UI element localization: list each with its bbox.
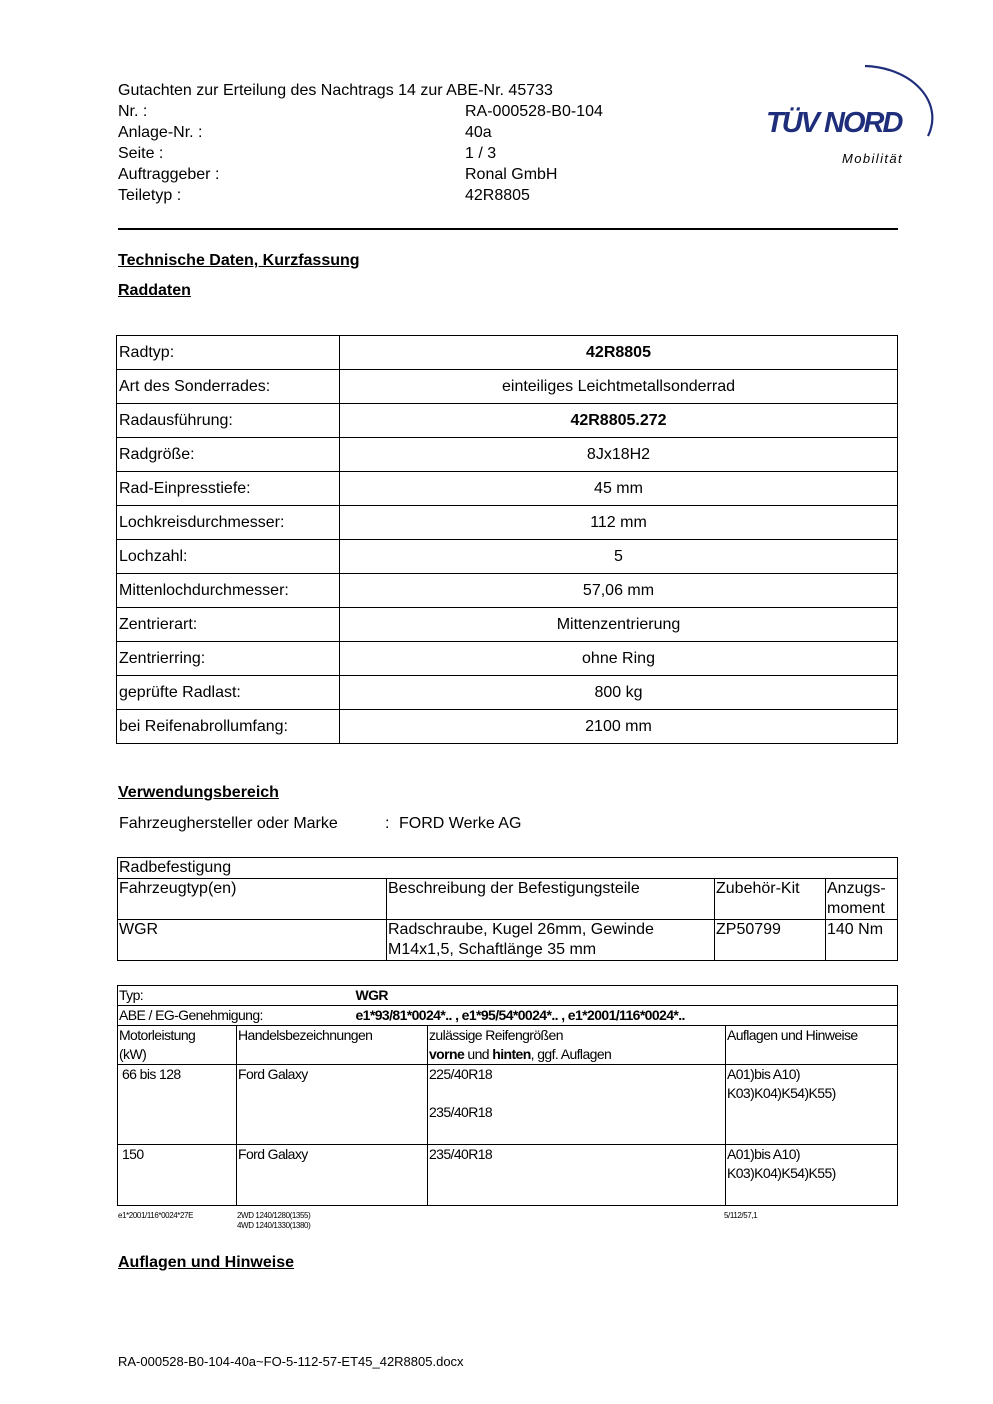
tyre-size: 225/40R18 — [429, 1066, 493, 1082]
tyre-header-und: und — [464, 1046, 493, 1062]
tyre-header-line1: zulässige Reifengrößen — [429, 1027, 563, 1043]
row-label: geprüfte Radlast: — [117, 676, 340, 710]
col-header: Fahrzeugtyp(en) — [118, 879, 387, 920]
table-row — [117, 336, 898, 370]
table-row — [117, 642, 898, 676]
table-row — [117, 676, 898, 710]
typ-label: Typ: — [119, 987, 144, 1003]
footer-filename: RA-000528-B0-104-40a~FO-5-112-57-ET45_42R8805.docx — [118, 1354, 464, 1369]
row-value: 42R8805.272 — [340, 404, 898, 438]
weight-4wd-footnote: 4WD 1240/1330(1380) — [237, 1221, 311, 1230]
fastener-description-cell — [387, 920, 715, 961]
typ-value: WGR — [355, 987, 388, 1003]
heading-auflagen: Auflagen und Hinweise — [118, 1254, 295, 1271]
table-row — [117, 404, 898, 438]
col-header-notes: Auflagen und Hinweise — [726, 1026, 898, 1065]
header-label: Auftraggeber : — [118, 166, 220, 183]
row-value: 57,06 mm — [340, 574, 898, 608]
header-value: Ronal GmbH — [465, 166, 558, 183]
mounting-table — [117, 857, 898, 961]
header-row-auftraggeber — [118, 164, 558, 185]
desc-line2: M14x1,5, Schaftlänge 35 mm — [388, 941, 597, 958]
table-row — [117, 472, 898, 506]
header-value: 42R8805 — [465, 187, 530, 204]
header-value: 40a — [465, 124, 492, 141]
vehicle-type-cell: WGR — [118, 920, 387, 961]
power-cell: 150 — [118, 1145, 237, 1206]
table-row — [117, 438, 898, 472]
tyre-header-rear: hinten — [492, 1046, 531, 1062]
table-row — [117, 540, 898, 574]
row-value: einteiliges Leichtmetallsonderrad — [340, 370, 898, 404]
row-label: Radgröße: — [117, 438, 340, 472]
header-label: Nr. : — [118, 103, 148, 120]
row-label: Zentrierring: — [117, 642, 340, 676]
heading-raddaten: Raddaten — [118, 282, 191, 299]
power-header-line2: (kW) — [119, 1046, 147, 1062]
row-label: Rad-Einpresstiefe: — [117, 472, 340, 506]
table-row — [117, 710, 898, 744]
col-header-trade: Handelsbezeichnungen — [237, 1026, 428, 1065]
table-header-row — [118, 1026, 898, 1065]
typ-cell — [118, 986, 898, 1006]
tyre-cell — [428, 1065, 726, 1145]
notes-line1: A01)bis A10) — [727, 1066, 800, 1082]
col-header-power — [118, 1026, 237, 1065]
row-value: 112 mm — [340, 506, 898, 540]
torque-header-line2: moment — [827, 900, 885, 917]
notes-cell — [726, 1065, 898, 1145]
manufacturer-separator: : — [385, 815, 390, 832]
header-value: 1 / 3 — [465, 145, 497, 162]
manufacturer-label: Fahrzeughersteller oder Marke — [119, 815, 338, 832]
row-label: Radausführung: — [117, 404, 340, 438]
torque-header-line1: Anzugs- — [827, 880, 886, 897]
manufacturer-line — [119, 815, 522, 833]
table-row — [118, 920, 898, 961]
weight-2wd-footnote: 2WD 1240/1280(1355) — [237, 1211, 311, 1220]
wheel-data-table — [116, 335, 898, 744]
row-label: Radtyp: — [117, 336, 340, 370]
row-label: Lochkreisdurchmesser: — [117, 506, 340, 540]
tuv-nord-logo — [760, 56, 945, 171]
logo-sub: Mobilität — [842, 151, 904, 166]
row-value: ohne Ring — [340, 642, 898, 676]
table-row — [118, 986, 898, 1006]
row-value: 45 mm — [340, 472, 898, 506]
col-header-torque — [826, 879, 898, 920]
row-value: 42R8805 — [340, 336, 898, 370]
table-header-row — [118, 879, 898, 920]
header-row-anlage — [118, 122, 492, 143]
header-row-seite — [118, 143, 497, 164]
row-value: 2100 mm — [340, 710, 898, 744]
document-title: Gutachten zur Erteilung des Nachtrags 14 zur ABE-Nr. 45733 — [118, 82, 553, 99]
mounting-title: Radbefestigung — [118, 858, 898, 879]
table-row — [118, 1145, 898, 1206]
row-value: 5 — [340, 540, 898, 574]
table-row — [118, 1006, 898, 1026]
power-header-line1: Motorleistung — [119, 1027, 196, 1043]
row-label: Zentrierart: — [117, 608, 340, 642]
row-label: bei Reifenabrollumfang: — [117, 710, 340, 744]
kit-cell: ZP50799 — [715, 920, 826, 961]
col-header: Zubehör-Kit — [715, 879, 826, 920]
col-header-tyres — [428, 1026, 726, 1065]
row-value: Mittenzentrierung — [340, 608, 898, 642]
notes-line2: K03)K04)K54)K55) — [727, 1085, 836, 1101]
col-header: Beschreibung der Befestigungsteile — [387, 879, 715, 920]
notes-cell — [726, 1145, 898, 1206]
heading-tech: Technische Daten, Kurzfassung — [118, 252, 360, 269]
row-value: 8Jx18H2 — [340, 438, 898, 472]
header-label: Teiletyp : — [118, 187, 182, 204]
desc-line1: Radschraube, Kugel 26mm, Gewinde — [388, 921, 654, 938]
header-label: Anlage-Nr. : — [118, 124, 203, 141]
power-cell: 66 bis 128 — [118, 1065, 237, 1145]
trade-name-cell: Ford Galaxy — [237, 1145, 428, 1206]
pcd-footnote: 5/112/57,1 — [724, 1211, 758, 1220]
abe-label: ABE / EG-Genehmigung: — [119, 1007, 263, 1023]
row-label: Mittenlochdurchmesser: — [117, 574, 340, 608]
header-value: RA-000528-B0-104 — [465, 103, 603, 120]
heading-verwendung: Verwendungsbereich — [118, 784, 279, 801]
table-row — [118, 1065, 898, 1145]
header-row-teiletyp — [118, 185, 530, 206]
table-row — [117, 370, 898, 404]
header-row-nr — [118, 101, 603, 122]
table-row — [117, 574, 898, 608]
row-value: 800 kg — [340, 676, 898, 710]
notes-line1: A01)bis A10) — [727, 1146, 800, 1162]
table-row — [117, 608, 898, 642]
tyre-header-rest: , ggf. Auflagen — [530, 1046, 612, 1062]
header-label: Seite : — [118, 145, 164, 162]
notes-line2: K03)K04)K54)K55) — [727, 1165, 836, 1181]
abe-value: e1*93/81*0024*.. , e1*95/54*0024*.. , e1*2001/116*0024*.. — [355, 1007, 685, 1023]
row-label: Art des Sonderrades: — [117, 370, 340, 404]
abe-cell — [118, 1006, 898, 1026]
table-row — [117, 506, 898, 540]
logo-brand: TÜV NORD — [766, 107, 902, 139]
tyre-header-front: vorne — [429, 1046, 465, 1062]
manufacturer-value: FORD Werke AG — [399, 815, 522, 832]
header-divider — [118, 228, 898, 230]
trade-name-cell: Ford Galaxy — [237, 1065, 428, 1145]
torque-cell: 140 Nm — [826, 920, 898, 961]
vehicle-table — [117, 985, 898, 1206]
tyre-size: 235/40R18 — [429, 1104, 493, 1120]
approval-footnote: e1*2001/116*0024*27E — [118, 1211, 194, 1220]
tyre-cell: 235/40R18 — [428, 1145, 726, 1206]
row-label: Lochzahl: — [117, 540, 340, 574]
table-row — [118, 858, 898, 879]
